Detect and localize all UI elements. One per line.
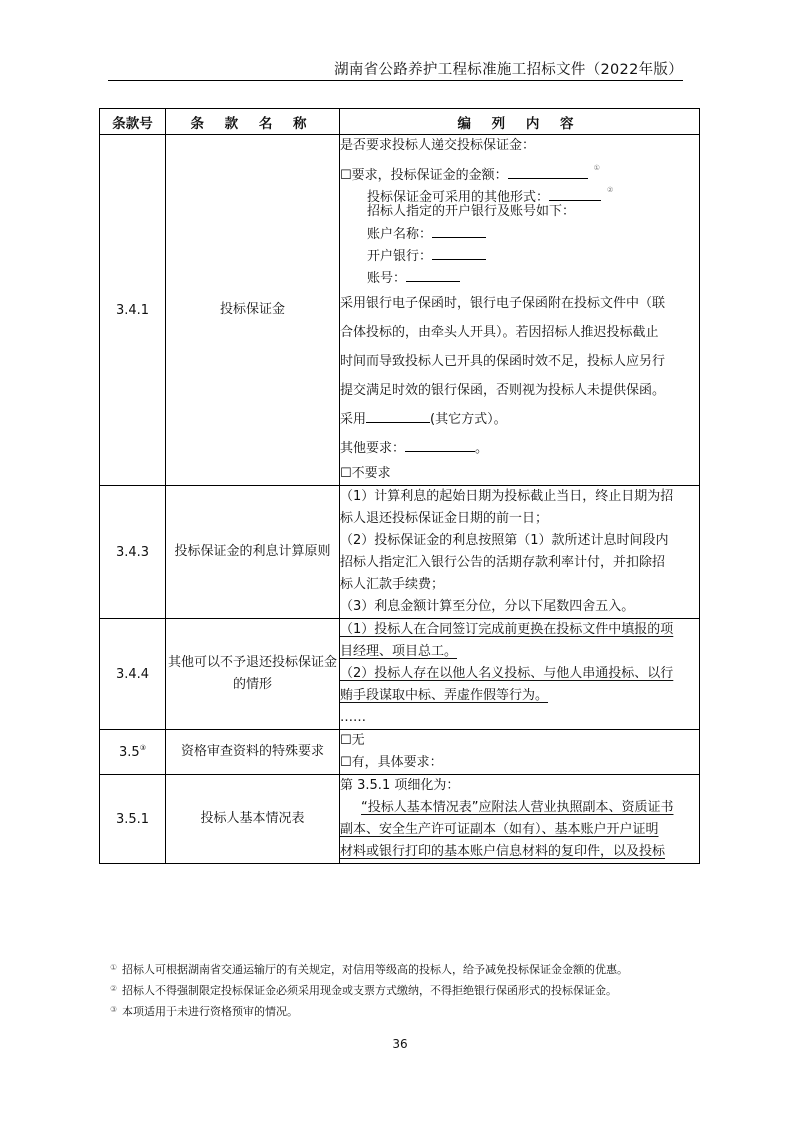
footnote [110, 957, 628, 978]
content-line: ☐有，具体要求： [340, 755, 443, 770]
footnote-mark: ① [110, 963, 118, 972]
account-name-label: 账户名称： [367, 227, 433, 242]
deposit-amount-blank [508, 164, 588, 179]
table-header-row [100, 109, 700, 135]
adopt-blank [366, 408, 430, 423]
account-number-blank [406, 267, 460, 282]
clause-content [340, 619, 700, 730]
column-header-number: 条款号 [100, 109, 166, 135]
content-line [340, 245, 699, 267]
content-line: ☐无 [340, 733, 365, 748]
content-line: 副本、安全生产许可证副本（如有）、基本账户开户证明 [340, 822, 659, 837]
content-line [340, 267, 699, 289]
table-row [100, 486, 700, 619]
footnote [110, 978, 628, 999]
content-line: 提交满足时效的银行保函，否则视为投标人未提供保函。 [340, 383, 666, 398]
document-header-title: 湖南省公路养护工程标准施工招标文件（2022年版） [334, 62, 683, 78]
content-line [340, 405, 699, 434]
other-forms-label: 投标保证金可采用的其他形式： [367, 190, 550, 205]
clause-name: 资格审查资料的特殊要求 [166, 730, 340, 775]
footnote-ref-1: ① [593, 164, 600, 172]
footnote [110, 999, 628, 1020]
content-line: 是否要求投标人递交投标保证金： [340, 138, 536, 153]
content-line: 标人退还投标保证金日期的前一日； [340, 511, 549, 526]
clause-name: 投标保证金的利息计算原则 [166, 486, 340, 619]
content-line: …… [340, 710, 366, 725]
column-header-content: 编 列 内 容 [340, 109, 700, 135]
content-line: 合体投标的，由牵头人开具）。若因招标人推迟投标截止 [340, 325, 659, 340]
content-line: 贿手段谋取中标、弄虚作假等行为。 [340, 688, 549, 703]
clause-number: 3.5.1 [100, 775, 166, 864]
other-method-label: (其它方式）。 [430, 412, 507, 427]
clause-number: 3.4.4 [100, 619, 166, 730]
other-requirements-label: 其他要求： [340, 441, 406, 456]
clause-table [99, 108, 700, 864]
footnote-mark: ③ [110, 1005, 118, 1014]
footnote-ref-3: ③ [139, 744, 146, 752]
not-required-option: ☐不要求 [340, 466, 391, 481]
content-line: （2）投标保证金的利息按照第（1）款所述计息时间段内 [340, 533, 669, 548]
content-line [340, 223, 699, 245]
footnote-text: 本项适用于未进行资格预审的情况。 [122, 1005, 298, 1018]
footnote-text: 招标人不得强制限定投标保证金必须采用现金或支票方式缴纳，不得拒绝银行保函形式的投标保证金。 [122, 984, 617, 997]
header-divider [108, 80, 683, 81]
content-line: 第 3.5.1 项细化为： [340, 778, 460, 793]
clause-number: 3.4.3 [100, 486, 166, 619]
clause-number-text: 3.5 [119, 745, 140, 760]
clause-content [340, 775, 700, 864]
clause-name: 投标人基本情况表 [166, 775, 340, 864]
clause-content [340, 730, 700, 775]
clause-number [100, 730, 166, 775]
table-row [100, 135, 700, 486]
content-line: 招标人指定汇入银行公告的活期存款利率计付，并扣除招 [340, 555, 666, 570]
content-line [340, 157, 699, 183]
content-line: （1）投标人在合同签订完成前更换在投标文件中填报的项 [340, 622, 674, 637]
account-name-blank [432, 223, 486, 238]
content-line: 采用银行电子保函时，银行电子保函附在投标文件中（联 [340, 296, 666, 311]
content-line: “投标人基本情况表”应附法人营业执照副本、资质证书 [361, 800, 674, 815]
content-line: 材料或银行打印的基本账户信息材料的复印件，以及投标 [340, 844, 666, 859]
clause-content [340, 486, 700, 619]
adopt-label: 采用 [340, 412, 367, 427]
footnote-ref-2: ② [607, 186, 614, 194]
content-line: （3）利息金额计算至分位，分以下尾数四舍五入。 [340, 599, 635, 614]
content-line: 招标人指定的开户银行及账号如下： [367, 204, 576, 219]
page-number: 36 [392, 1037, 408, 1051]
other-forms-blank [549, 186, 601, 201]
content-line [340, 179, 699, 205]
footnote-text: 招标人可根据湖南省交通运输厅的有关规定，对信用等级高的投标人，给予减免投标保证金金额的优惠。 [122, 963, 628, 976]
table-row [100, 619, 700, 730]
content-line: 目经理、项目总工。 [340, 644, 458, 659]
clause-name: 其他可以不予退还投标保证金的情形 [166, 619, 340, 730]
other-requirements-blank [405, 437, 475, 452]
bank-blank [432, 245, 486, 260]
period: 。 [475, 441, 489, 456]
clause-name: 投标保证金 [166, 135, 340, 486]
clause-content [340, 135, 700, 486]
table-row [100, 775, 700, 864]
content-line: 标人汇款手续费； [340, 577, 445, 592]
content-line: （1）计算利息的起始日期为投标截止当日，终止日期为招 [340, 489, 674, 504]
column-header-name: 条 款 名 称 [166, 109, 340, 135]
footnote-mark: ② [110, 984, 118, 993]
table-row [100, 730, 700, 775]
account-number-label: 账号： [367, 271, 407, 286]
footnotes [110, 957, 628, 1020]
deposit-amount-label: ☐要求，投标保证金的金额： [340, 168, 508, 183]
content-line: 时间而导致投标人已开具的保函时效不足，投标人应另行 [340, 354, 666, 369]
bank-label: 开户银行： [367, 249, 433, 264]
clause-number: 3.4.1 [100, 135, 166, 486]
content-line: （2）投标人存在以他人名义投标、与他人串通投标、以行 [340, 666, 674, 681]
content-line [340, 434, 699, 463]
